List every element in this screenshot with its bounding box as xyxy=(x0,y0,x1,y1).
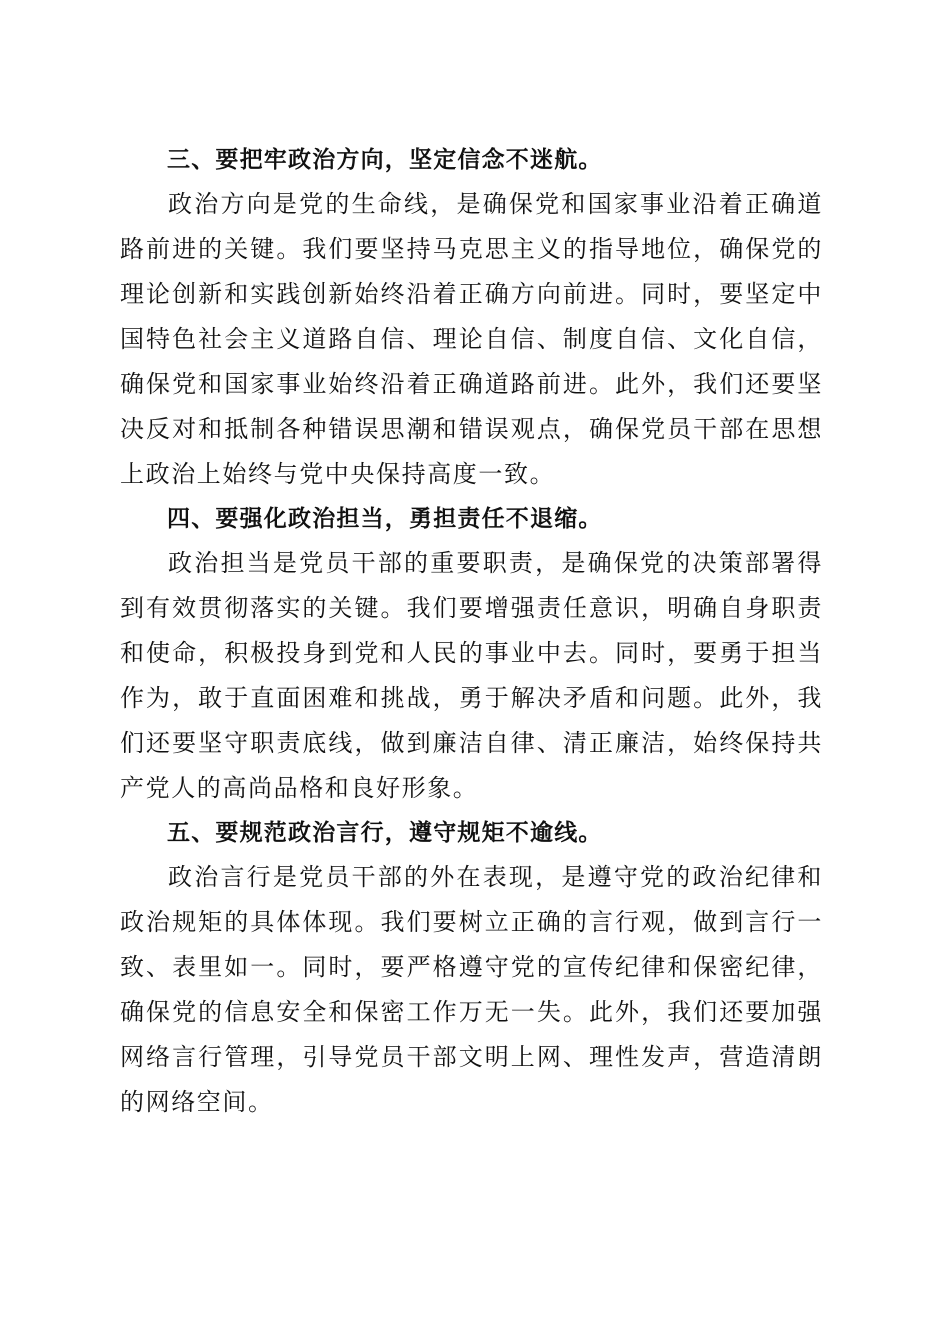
section-paragraph: 政治言行是党员干部的外在表现，是遵守党的政治纪律和政治规矩的具体体现。我们要树立正确的言行观，做到言行一致、表里如一。同时，要严格遵守党的宣传纪律和保密纪律，确保党的信息安全和保密工作万无一失。此外，我们还要加强网络言行管理，引导党员干部文明上网、理性发声，营造清朗的网络空间。 xyxy=(120,863,823,1116)
section-four xyxy=(120,497,823,811)
section-three xyxy=(120,138,823,497)
section-paragraph: 政治担当是党员干部的重要职责，是确保党的决策部署得到有效贯彻落实的关键。我们要增强责任意识，明确自身职责和使命，积极投身到党和人民的事业中去。同时，要勇于担当作为，敢于直面困难和挑战，勇于解决矛盾和问题。此外，我们还要坚守职责底线，做到廉洁自律、清正廉洁，始终保持共产党人的高尚品格和良好形象。 xyxy=(120,549,823,802)
section-heading: 五、要规范政治言行，遵守规矩不逾线。 xyxy=(167,820,603,846)
section-heading: 四、要强化政治担当，勇担责任不退缩。 xyxy=(167,506,603,532)
section-heading: 三、要把牢政治方向，坚定信念不迷航。 xyxy=(167,147,603,173)
section-five xyxy=(120,811,823,1125)
document-body xyxy=(120,138,823,1125)
section-paragraph: 政治方向是党的生命线，是确保党和国家事业沿着正确道路前进的关键。我们要坚持马克思主义的指导地位，确保党的理论创新和实践创新始终沿着正确方向前进。同时，要坚定中国特色社会主义道路自信、理论自信、制度自信、文化自信，确保党和国家事业始终沿着正确道路前进。此外，我们还要坚决反对和抵制各种错误思潮和错误观点，确保党员干部在思想上政治上始终与党中央保持高度一致。 xyxy=(120,190,823,488)
